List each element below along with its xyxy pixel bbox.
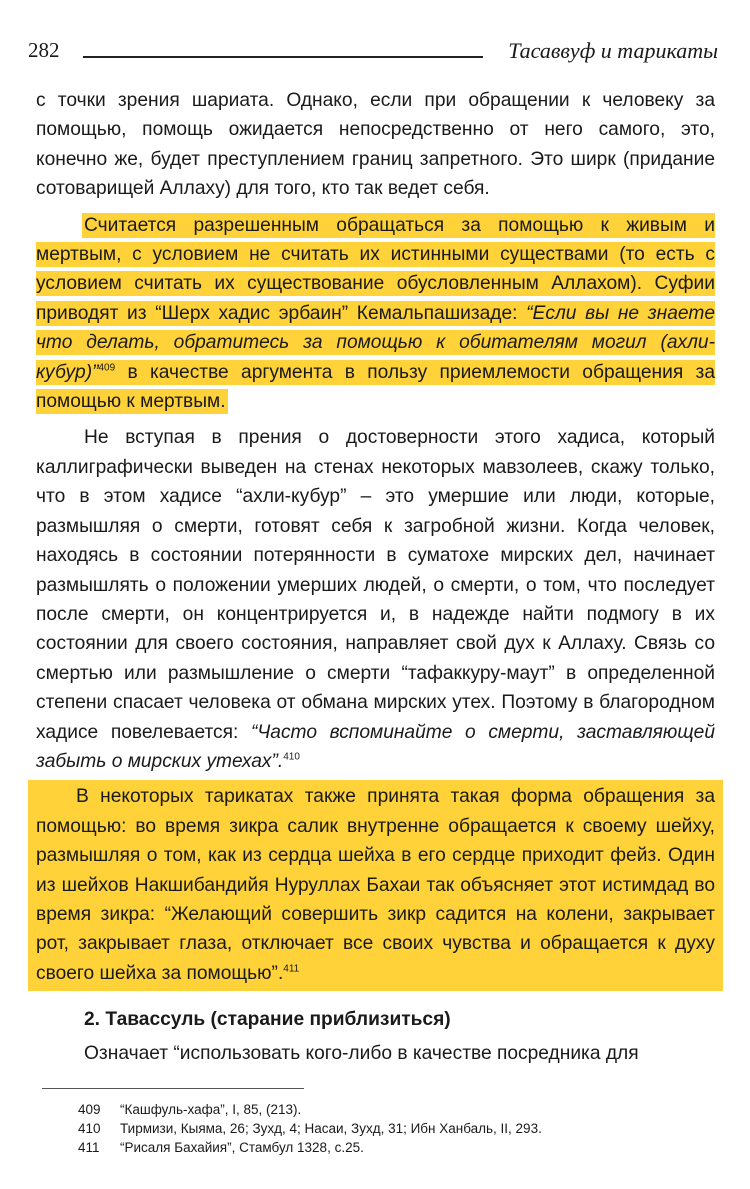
footnote-number: 410: [78, 1121, 101, 1136]
footnote-number: 409: [78, 1102, 101, 1117]
footnote-divider: [42, 1088, 304, 1089]
footnote-410: [78, 1119, 542, 1138]
section-heading: 2. Тавассуль (старание приблизиться): [84, 1009, 451, 1031]
footnote-409: [78, 1100, 542, 1119]
highlight-block: [28, 780, 723, 991]
footnotes: [78, 1100, 542, 1157]
running-title: Тасаввуф и тарикаты: [508, 38, 718, 63]
paragraph-5: Означает “использовать кого-либо в качестве посредника для: [84, 1042, 639, 1064]
footnote-text: “Рисаля Бахайия”, Стамбул 1328, с.25.: [120, 1140, 364, 1155]
paragraph-2-text-end: в качестве аргумента в пользу приемлемости обращения за помощью к мертвым.: [36, 361, 715, 413]
paragraph-1: с точки зрения шариата. Однако, если при обращении к человеку за помощью, помощь ожидается непосредственно от него самого, это, конечно же, будет преступлением границ запретного. Это ширк (придание сотоварищей Аллаху) для того, кто так ведет себя.: [36, 90, 715, 200]
paragraph-2-text: Считается разрешенным обращаться за помощью к живым и мертвым, с условием не считать их истинными существами (то есть с условием считать их существование обусловленным Аллахом). Суфии приводят из “Шерх хадис эрбаин” Кемальпашизаде:: [36, 214, 715, 324]
footnote-ref-411[interactable]: 411: [283, 963, 300, 975]
highlight-span: [36, 215, 715, 412]
paragraph-3-text: Не вступая в прения о достоверности этого хадиса, который каллиграфически выведен на стенах некоторых мавзолеев, скажу только, что в этом хадисе “ахли-кубур” – это умершие или люди, которые, размышляя о смерти, готовят себя к загробной жизни. Когда человек, находясь в состоянии потерянности в суматохе мирских дел, начинает размышлять о положении умерших людей, о смерти, о том, что последует после смерти, он концентрируется и, в надежде найти подмогу в их состоянии для своего состояния, направляет свой дух к Аллаху. Связь со смертью или размышление о смерти “тафаккуру-маут” в определенной степени спасает человека от обмана мирских утех. Поэтому в благородном хадисе повелевается:: [36, 427, 715, 743]
footnote-number: 411: [78, 1140, 100, 1155]
paragraph-2-highlighted: [36, 211, 715, 417]
page-number: 282: [28, 38, 60, 62]
header-rule: [83, 56, 483, 58]
footnote-411: [78, 1138, 542, 1157]
paragraph-4-text: В некоторых тарикатах также принята такая форма обращения за помощью: во время зикра салик внутренне обращается к своему шейху, размышляя о том, как из сердца шейха в его сердце приходит фейз. Один из шейхов Накшибандийя Нуруллах Бахаи так объясняет этот истимдад во время зикра: “Желающий совершить зикр садится на колени, закрывает рот, закрывает глаза, отключает все своих чувства и обращается к духу своего шейха за помощью”.: [36, 786, 715, 984]
page-body: [36, 86, 715, 1068]
footnote-text: Тирмизи, Кыяма, 26; Зухд, 4; Насаи, Зухд, 31; Ибн Ханбаль, II, 293.: [120, 1121, 542, 1136]
page-header: [28, 36, 718, 70]
paragraph-3: [36, 423, 715, 776]
footnote-ref-410[interactable]: 410: [283, 751, 300, 763]
paragraph-2-quote: “Если вы не знаете что делать, обратитесь за помощью к обитателям могил (ахли-кубур)”: [36, 302, 716, 383]
footnote-ref-409[interactable]: 409: [98, 362, 116, 374]
footnote-text: “Кашфуль-хафа”, I, 85, (213).: [120, 1102, 302, 1117]
paragraph-3-quote: “Часто вспоминайте о смерти, заставляющей забыть о мирских утехах”.: [36, 721, 715, 772]
paragraph-4-highlighted: [36, 782, 715, 988]
